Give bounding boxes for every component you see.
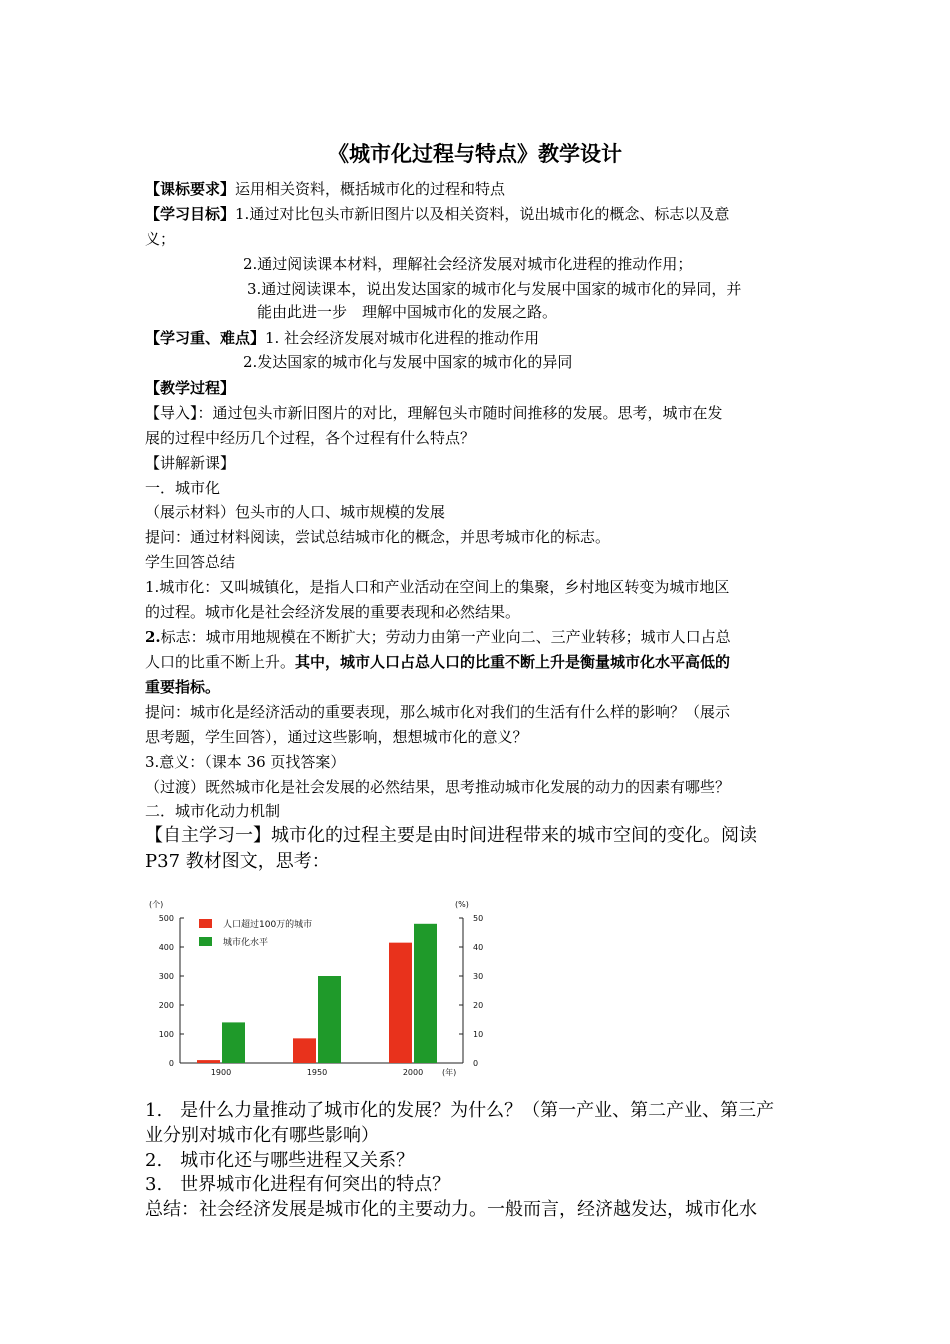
section-2-heading: 二．城市化动力机制 <box>145 802 281 820</box>
left-axis-unit: (个) <box>149 900 164 909</box>
objectives-line-2: 义； <box>145 230 176 248</box>
x-tick-label: 1900 <box>210 1068 232 1077</box>
right-tick-label: 20 <box>473 1001 484 1010</box>
label: 【导入】 <box>145 404 198 422</box>
left-tick-label: 100 <box>158 1030 174 1039</box>
right-tick-label: 30 <box>473 972 484 981</box>
marker-line-3: 重要指标。 <box>145 678 221 696</box>
x-axis-unit: (年) <box>442 1068 457 1077</box>
left-tick-label: 0 <box>168 1059 174 1068</box>
chart-svg <box>145 893 484 1085</box>
bar-cities-over-million <box>197 1060 220 1063</box>
self-study-line-1: 【自主学习一】城市化的过程主要是由时间进程带来的城市空间的变化。阅读 <box>145 825 757 846</box>
left-tick-label: 300 <box>158 972 174 981</box>
legend-label-urbanization: 城市化水平 <box>223 938 269 948</box>
urbanization-bar-chart <box>145 893 484 1085</box>
bar-urbanization-level <box>222 1022 245 1063</box>
objectives-line-1: 【学习目标】1.通过对比包头市新旧图片以及相关资料，说出城市化的概念、标志以及意 <box>145 205 730 223</box>
right-axis-unit: (%) <box>455 900 469 909</box>
definition-line-1: 1.城市化：又叫城镇化，是指人口和产业活动在空间上的集聚，乡村地区转变为城市地区 <box>145 578 730 596</box>
question-list-3: 3. 世界城市化进程有何突出的特点？ <box>145 1174 451 1195</box>
question-list-1b: 业分别对城市化有哪些影响） <box>145 1125 379 1146</box>
section-1-material: （展示材料）包头市的人口、城市规模的发展 <box>145 503 446 521</box>
marker-line-1: 2.标志：城市用地规模在不断扩大；劳动力由第一产业向二、三产业转移；城市人口占总 <box>145 628 731 646</box>
objectives-item-3-cont: 能由此进一步 理解中国城市化的发展之路。 <box>257 303 558 321</box>
meaning-line: 3.意义：（课本 36 页找答案） <box>145 753 346 771</box>
self-study-line-2: P37 教材图文，思考： <box>145 851 330 872</box>
bar-cities-over-million <box>389 943 412 1063</box>
right-tick-label: 50 <box>473 914 484 923</box>
transition-line: （过渡）既然城市化是社会发展的必然结果，思考推动城市化发展的动力的因素有哪些？ <box>145 778 731 796</box>
bar-cities-over-million <box>293 1038 316 1063</box>
section-1-summary: 学生回答总结 <box>145 553 236 571</box>
objectives-item-3: 3.通过阅读课本，说出发达国家的城市化与发展中国家的城市化的异同，并 <box>247 280 742 298</box>
left-tick-label: 200 <box>158 1001 174 1010</box>
label: 【学习目标】 <box>145 205 236 223</box>
process-heading: 【教学过程】 <box>145 379 236 397</box>
question-2-line-2: 思考题，学生回答），通过这些影响，想想城市化的意义？ <box>145 728 528 746</box>
label: 【课标要求】 <box>145 180 236 198</box>
legend-swatch-cities <box>199 919 212 928</box>
question-list-2: 2. 城市化还与哪些进程又关系？ <box>145 1150 415 1171</box>
marker-line-2: 人口的比重不断上升。其中，城市人口占总人口的比重不断上升是衡量城市化水平高低的 <box>145 653 731 671</box>
keypoints-item-2: 2.发达国家的城市化与发展中国家的城市化的异同 <box>243 353 573 371</box>
conclusion-line: 总结：社会经济发展是城市化的主要动力。一般而言，经济越发达，城市化水 <box>145 1199 757 1220</box>
x-tick-label: 1950 <box>306 1068 328 1077</box>
label: 【学习重、难点】 <box>145 329 266 347</box>
intro-line-1: 【导入】：通过包头市新旧图片的对比，理解包头市随时间推移的发展。思考，城市在发 <box>145 404 723 422</box>
new-lesson-heading: 【讲解新课】 <box>145 454 236 472</box>
objectives-item-2: 2.通过阅读课本材料，理解社会经济发展对城市化进程的推动作用； <box>243 255 693 273</box>
section-1-heading: 一．城市化 <box>145 479 221 497</box>
bar-urbanization-level <box>414 924 437 1063</box>
left-tick-label: 400 <box>158 943 174 952</box>
question-list-1a: 1. 是什么力量推动了城市化的发展？为什么？（第一产业、第二产业、第三产 <box>145 1100 775 1121</box>
bar-urbanization-level <box>318 976 341 1063</box>
curriculum-standard: 【课标要求】运用相关资料，概括城市化的过程和特点 <box>145 180 506 198</box>
x-tick-label: 2000 <box>402 1068 424 1077</box>
right-tick-label: 10 <box>473 1030 484 1039</box>
keypoints-line-1: 【学习重、难点】1. 社会经济发展对城市化进程的推动作用 <box>145 329 540 347</box>
legend-swatch-urbanization <box>199 937 212 946</box>
document-title: 《城市化过程与特点》教学设计 <box>328 142 622 166</box>
legend-label-cities: 人口超过100万的城市 <box>223 920 313 930</box>
right-tick-label: 0 <box>473 1059 479 1068</box>
section-1-question: 提问：通过材料阅读，尝试总结城市化的概念，并思考城市化的标志。 <box>145 528 611 546</box>
definition-line-2: 的过程。城市化是社会经济发展的重要表现和必然结果。 <box>145 603 521 621</box>
left-tick-label: 500 <box>158 914 174 923</box>
intro-line-2: 展的过程中经历几个过程，各个过程有什么特点？ <box>145 429 476 447</box>
question-2-line-1: 提问：城市化是经济活动的重要表现，那么城市化对我们的生活有什么样的影响？（展示 <box>145 703 731 721</box>
right-tick-label: 40 <box>473 943 484 952</box>
